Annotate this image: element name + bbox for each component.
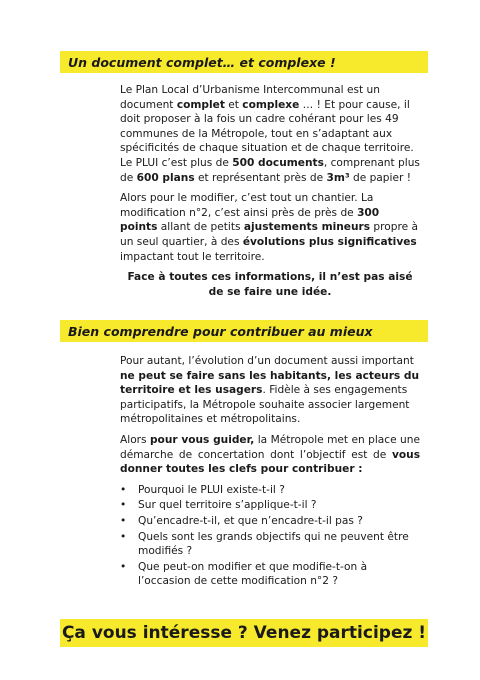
text-run: … ! Et pour cause, il doit proposer à la fois un cadre cohérant pour les 49 communes de la Métropole, tout en s’adaptant aux spécificités de chaque situation et de chaque territoire. Le PLUI c’est plus de	[120, 98, 414, 169]
text-run: ne peut se faire sans les habitants, les acteurs du territoire et les usagers	[120, 369, 420, 397]
text-run: évolutions plus significatives	[242, 235, 417, 248]
text-run: vous donner toutes les clefs pour contribuer :	[120, 448, 420, 476]
text-run: Alors pour le modifier, c’est tout un chantier. La modification n°2, c’est ainsi près de près de	[120, 192, 374, 219]
bullet-icon: •	[120, 560, 127, 573]
bullet-icon: •	[120, 530, 127, 543]
questions-list	[120, 483, 420, 589]
list-item	[120, 483, 420, 498]
text-run: impactant tout le territoire.	[120, 250, 265, 263]
paragraph-modification	[120, 191, 420, 264]
section-body-comprendre	[120, 354, 420, 590]
question-text: Sur quel territoire s’applique-t-il ?	[138, 499, 317, 512]
text-run: 300 points	[120, 206, 380, 234]
section-title-document: Un document complet… et complexe !	[60, 51, 428, 73]
text-run: 500 documents	[232, 156, 324, 169]
paragraph-concertation	[120, 433, 420, 477]
list-item	[120, 530, 420, 559]
text-run: complexe	[242, 98, 300, 111]
paragraph-conclusion: Face à toutes ces informations, il n’est pas aisé de se faire une idée.	[127, 271, 413, 298]
list-item	[120, 514, 420, 529]
text-run: pour vous guider,	[149, 433, 255, 446]
text-run: propre à un seul quartier, à des	[120, 221, 418, 248]
list-item	[120, 560, 420, 589]
text-run: et	[224, 98, 243, 111]
text-run: allant de petits	[157, 221, 244, 234]
text-run: , comprenant plus de	[120, 156, 420, 184]
text-run: 3m³	[326, 171, 350, 184]
paragraph-intro	[120, 83, 420, 185]
section-body-document	[120, 83, 420, 305]
bullet-icon: •	[120, 483, 127, 496]
question-text: Qu’encadre-t-il, et que n’encadre-t-il pas ?	[138, 514, 363, 527]
text-run: Alors	[120, 433, 150, 446]
text-run: Le Plan Local d’Urbanisme Intercommunal est un document	[120, 84, 380, 111]
call-to-action: Ça vous intéresse ? Venez participez !	[60, 619, 428, 647]
text-run: . Fidèle à ses engagements participatifs, la Métropole souhaite associer largement métropolitaines et métropolitains.	[120, 384, 410, 426]
question-text: Que peut-on modifier et que modifie-t-on à l’occasion de cette modification n°2 ?	[138, 560, 368, 588]
text-run: et représentant près de	[194, 171, 327, 184]
list-item	[120, 498, 420, 513]
paragraph-participation	[120, 354, 420, 427]
section-title-comprendre: Bien comprendre pour contribuer au mieux	[60, 320, 428, 342]
question-text: Quels sont les grands objectifs qui ne peuvent être modifiés ?	[138, 530, 409, 558]
text-run: de papier !	[349, 171, 411, 184]
text-run: la Métropole met en place une démarche de concertation dont l’objectif est de	[120, 433, 420, 461]
text-run: complet	[176, 98, 225, 111]
bullet-icon: •	[120, 499, 127, 512]
question-text: Pourquoi le PLUI existe-t-il ?	[138, 483, 285, 496]
text-run: 600 plans	[136, 171, 195, 184]
text-run: Pour autant, l’évolution d’un document aussi important	[120, 355, 414, 367]
text-run: ajustements mineurs	[243, 221, 371, 234]
bullet-icon: •	[120, 514, 127, 527]
